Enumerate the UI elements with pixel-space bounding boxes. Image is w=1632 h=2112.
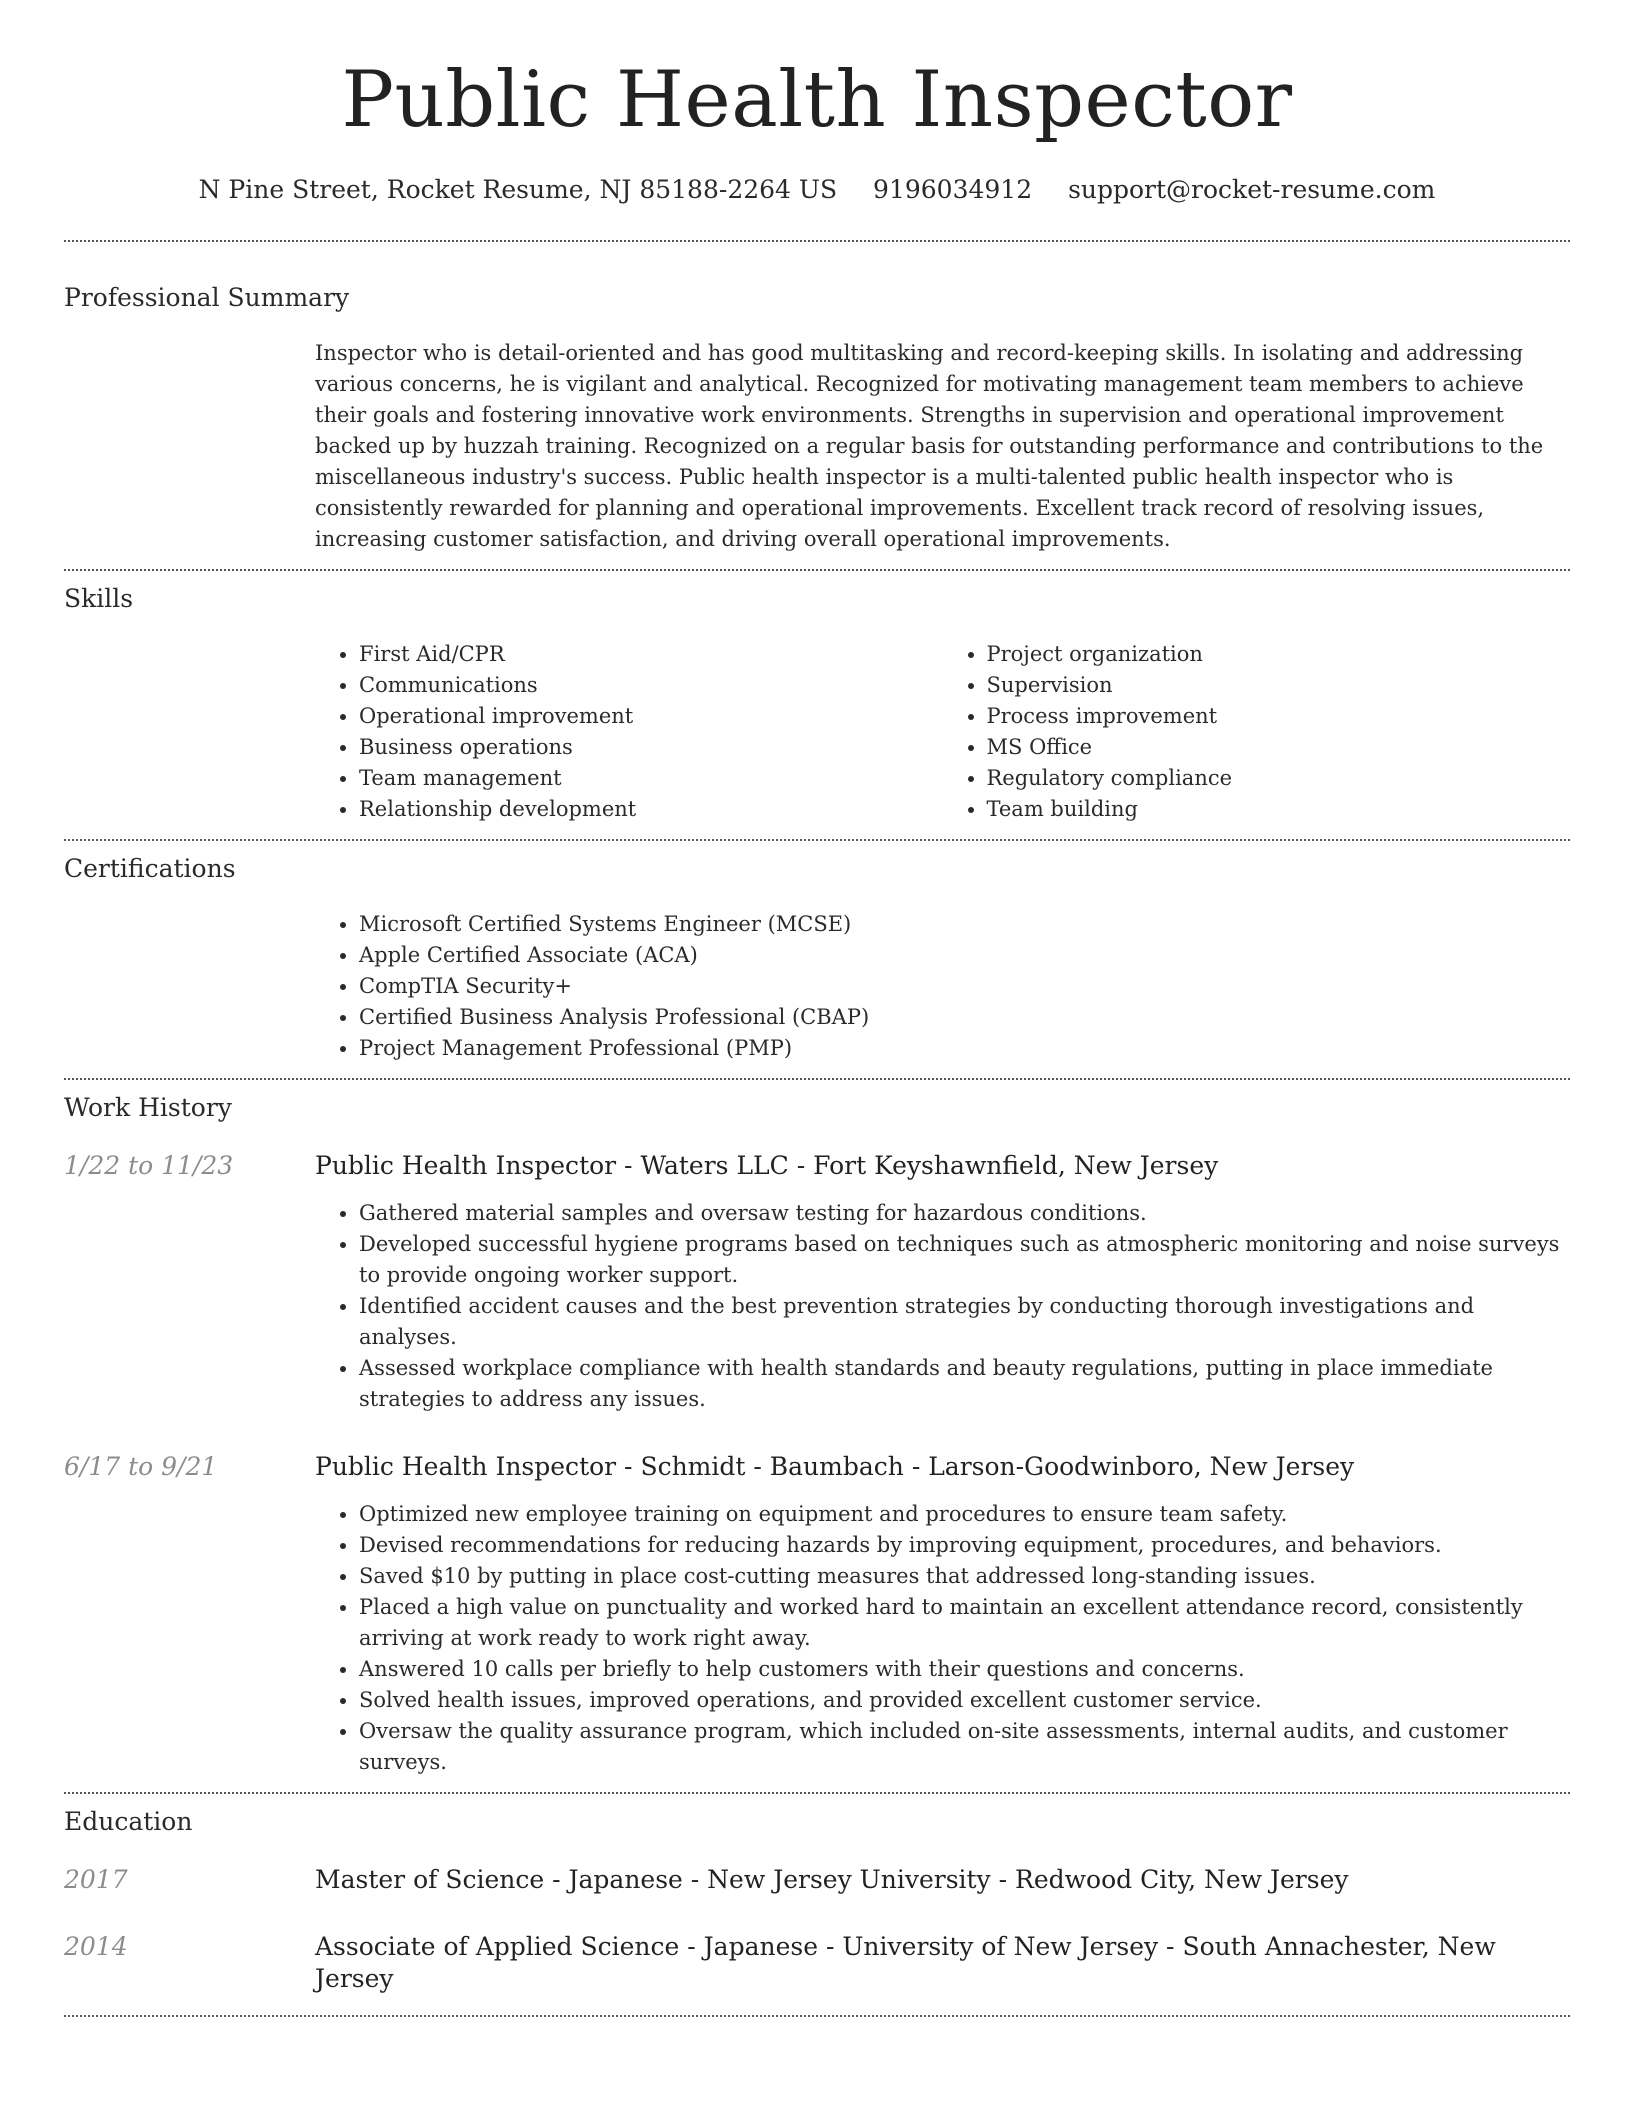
education-entry — [64, 1864, 1570, 1896]
skills-column-right — [943, 639, 1571, 825]
job-title: Public Health Inspector - Waters LLC - Fort Keyshawnfield, New Jersey — [315, 1151, 1219, 1180]
skills-list — [315, 639, 1570, 825]
divider — [64, 240, 1570, 242]
education-degree: Master of Science - Japanese - New Jersey University - Redwood City, New Jersey — [315, 1865, 1349, 1894]
skill-item: • MS Office — [987, 732, 1571, 763]
job-bullets — [315, 1198, 1570, 1415]
education-degree: Associate of Applied Science - Japanese - University of New Jersey - South Annachester, New Jersey — [315, 1932, 1496, 1993]
certifications-section — [315, 909, 1570, 1064]
job-bullet: • Developed successful hygiene programs based on techniques such as atmospheric monitoring and noise surveys to provide ongoing worker support. — [359, 1229, 1570, 1291]
skill-item: • Process improvement — [987, 701, 1571, 732]
certification-item: • Certified Business Analysis Professional (CBAP) — [359, 1002, 1570, 1033]
section-title-work-history: Work History — [64, 1093, 232, 1122]
skill-item: • Relationship development — [359, 794, 943, 825]
education-entry — [64, 1931, 1570, 1995]
divider — [64, 2015, 1570, 2017]
skill-item: • Team management — [359, 763, 943, 794]
divider — [64, 569, 1570, 571]
job-bullet-list — [315, 1499, 1570, 1778]
contact-email: support@rocket-resume.com — [1068, 175, 1436, 204]
candidate-name: Public Health Inspector — [341, 55, 1293, 145]
job-dates: 6/17 to 9/21 — [64, 1452, 218, 1481]
job-bullet: • Optimized new employee training on equipment and procedures to ensure team safety. — [359, 1499, 1570, 1530]
skill-item: • First Aid/CPR — [359, 639, 943, 670]
job-bullet: • Devised recommendations for reducing hazards by improving equipment, procedures, and behaviors. — [359, 1530, 1570, 1561]
education-year: 2017 — [64, 1865, 128, 1894]
job-bullets — [315, 1499, 1570, 1778]
job-bullet: • Answered 10 calls per briefly to help customers with their questions and concerns. — [359, 1654, 1570, 1685]
job-bullet: • Assessed workplace compliance with health standards and beauty regulations, putting in place immediate strategies to address any issues. — [359, 1353, 1570, 1415]
summary-section — [315, 338, 1570, 555]
job-entry — [64, 1150, 1570, 1182]
skill-item: • Team building — [987, 794, 1571, 825]
contact-address: N Pine Street, Rocket Resume, NJ 85188-2264 US — [198, 175, 838, 204]
section-title-certifications: Certifications — [64, 854, 236, 883]
divider — [64, 1792, 1570, 1794]
certification-item: • CompTIA Security+ — [359, 971, 1570, 1002]
certification-item: • Project Management Professional (PMP) — [359, 1033, 1570, 1064]
job-bullet: • Oversaw the quality assurance program, which included on-site assessments, internal audits, and customer surveys. — [359, 1716, 1570, 1778]
section-title-skills: Skills — [64, 584, 134, 613]
job-entry — [64, 1451, 1570, 1483]
summary-text: Inspector who is detail-oriented and has good multitasking and record-keeping skills. In isolating and addressing various concerns, he is vigilant and analytical. Recognized for motivating management team members to achieve their goals and fostering innovative work environments. Strengths in supervision and operational improvement backed up by huzzah training. Recognized on a regular basis for outstanding performance and contributions to the miscellaneous industry's success. Public health inspector is a multi-talented public health inspector who is consistently rewarded for planning and operational improvements. Excellent track record of resolving issues, increasing customer satisfaction, and driving overall operational improvements. — [315, 341, 1544, 551]
certification-item: • Microsoft Certified Systems Engineer (MCSE) — [359, 909, 1570, 940]
education-year: 2014 — [64, 1932, 128, 1961]
divider — [64, 839, 1570, 841]
divider — [64, 1078, 1570, 1080]
contact-line — [64, 174, 1570, 206]
skill-item: • Operational improvement — [359, 701, 943, 732]
skills-column-left — [315, 639, 943, 825]
job-bullet-list — [315, 1198, 1570, 1415]
skill-item: • Project organization — [987, 639, 1571, 670]
section-title-summary: Professional Summary — [64, 283, 350, 312]
job-bullet: • Solved health issues, improved operations, and provided excellent customer service. — [359, 1685, 1570, 1716]
job-bullet: • Saved $10 by putting in place cost-cutting measures that addressed long-standing issues. — [359, 1561, 1570, 1592]
contact-phone: 9196034912 — [873, 175, 1033, 204]
job-bullet: • Placed a high value on punctuality and worked hard to maintain an excellent attendance record, consistently arriving at work ready to work right away. — [359, 1592, 1570, 1654]
certification-item: • Apple Certified Associate (ACA) — [359, 940, 1570, 971]
job-bullet: • Identified accident causes and the best prevention strategies by conducting thorough investigations and analyses. — [359, 1291, 1570, 1353]
resume-header — [64, 0, 1570, 206]
job-dates: 1/22 to 11/23 — [64, 1151, 234, 1180]
resume-page — [64, 0, 1570, 2017]
job-bullet: • Gathered material samples and oversaw testing for hazardous conditions. — [359, 1198, 1570, 1229]
job-title: Public Health Inspector - Schmidt - Baumbach - Larson-Goodwinboro, New Jersey — [315, 1452, 1355, 1481]
section-title-education: Education — [64, 1807, 193, 1836]
skill-item: • Supervision — [987, 670, 1571, 701]
certifications-list — [315, 909, 1570, 1064]
skill-item: • Regulatory compliance — [987, 763, 1571, 794]
skill-item: • Communications — [359, 670, 943, 701]
skill-item: • Business operations — [359, 732, 943, 763]
